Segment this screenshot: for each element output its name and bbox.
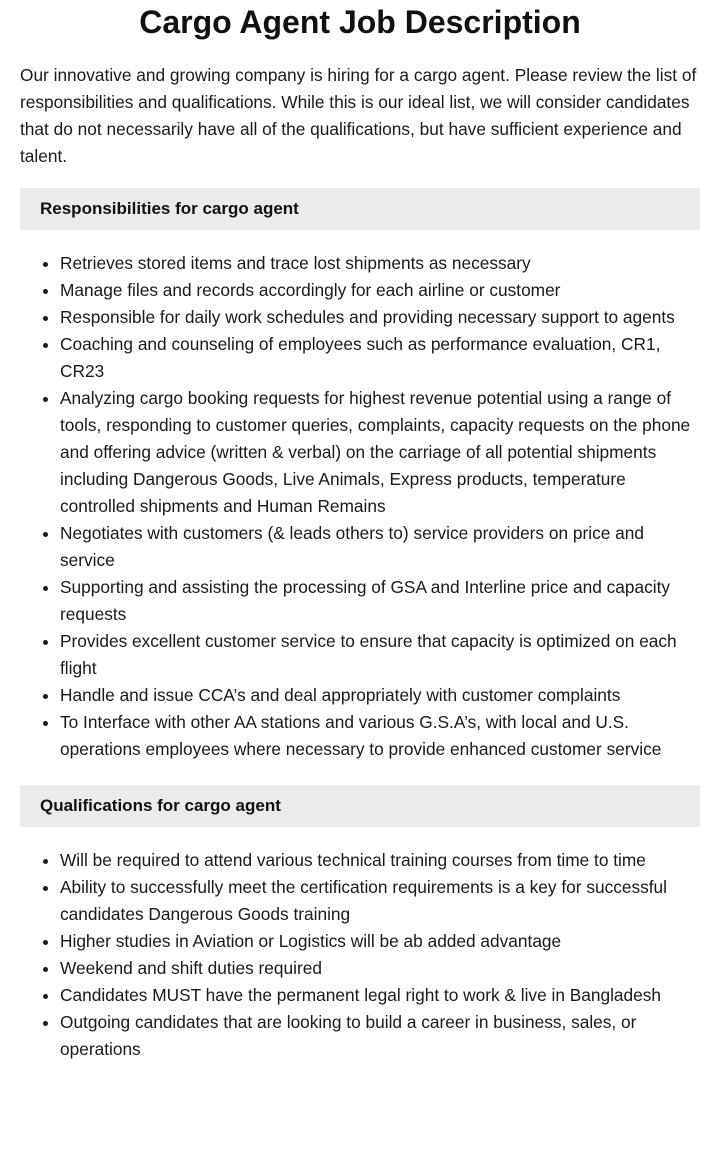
- intro-paragraph: Our innovative and growing company is hiring for a cargo agent. Please review the list of responsibilities and qualifications. While this is our ideal list, we will consider candidates that do not necessarily have all of the qualifications, but have sufficient experience and talent.: [20, 65, 697, 166]
- list-item: • Supporting and assisting the processing of GSA and Interline price and capacity requests: [60, 574, 700, 628]
- list-item: • Ability to successfully meet the certification requirements is a key for successful candidates Dangerous Goods training: [60, 874, 700, 928]
- list-item: • Manage files and records accordingly for each airline or customer: [60, 277, 700, 304]
- list-item: • Negotiates with customers (& leads others to) service providers on price and service: [60, 520, 700, 574]
- list-item: • Retrieves stored items and trace lost shipments as necessary: [60, 250, 700, 277]
- list-item: • Responsible for daily work schedules and providing necessary support to agents: [60, 304, 700, 331]
- list-item: • Coaching and counseling of employees such as performance evaluation, CR1, CR23: [60, 331, 700, 385]
- list-item: • Higher studies in Aviation or Logistics will be ab added advantage: [60, 928, 700, 955]
- page-title: Cargo Agent Job Description: [139, 4, 581, 40]
- qualifications-heading: Qualifications for cargo agent: [20, 785, 700, 827]
- qualifications-list: [20, 847, 700, 1063]
- list-item: • Will be required to attend various technical training courses from time to time: [60, 847, 700, 874]
- list-item: • Handle and issue CCA’s and deal appropriately with customer complaints: [60, 682, 700, 709]
- list-item: • Weekend and shift duties required: [60, 955, 700, 982]
- list-item: • Provides excellent customer service to ensure that capacity is optimized on each flight: [60, 628, 700, 682]
- list-item: • To Interface with other AA stations and various G.S.A’s, with local and U.S. operations employees where necessary to provide enhanced customer service: [60, 709, 700, 763]
- list-item: • Outgoing candidates that are looking to build a career in business, sales, or operations: [60, 1009, 700, 1063]
- responsibilities-list: [20, 250, 700, 763]
- responsibilities-heading: Responsibilities for cargo agent: [20, 188, 700, 230]
- list-item: • Candidates MUST have the permanent legal right to work & live in Bangladesh: [60, 982, 700, 1009]
- list-item: • Analyzing cargo booking requests for highest revenue potential using a range of tools, responding to customer queries, complaints, capacity requests on the phone and offering advice (written & verbal) on the carriage of all potential shipments including Dangerous Goods, Live Animals, Express products, temperature controlled shipments and Human Remains: [60, 385, 700, 520]
